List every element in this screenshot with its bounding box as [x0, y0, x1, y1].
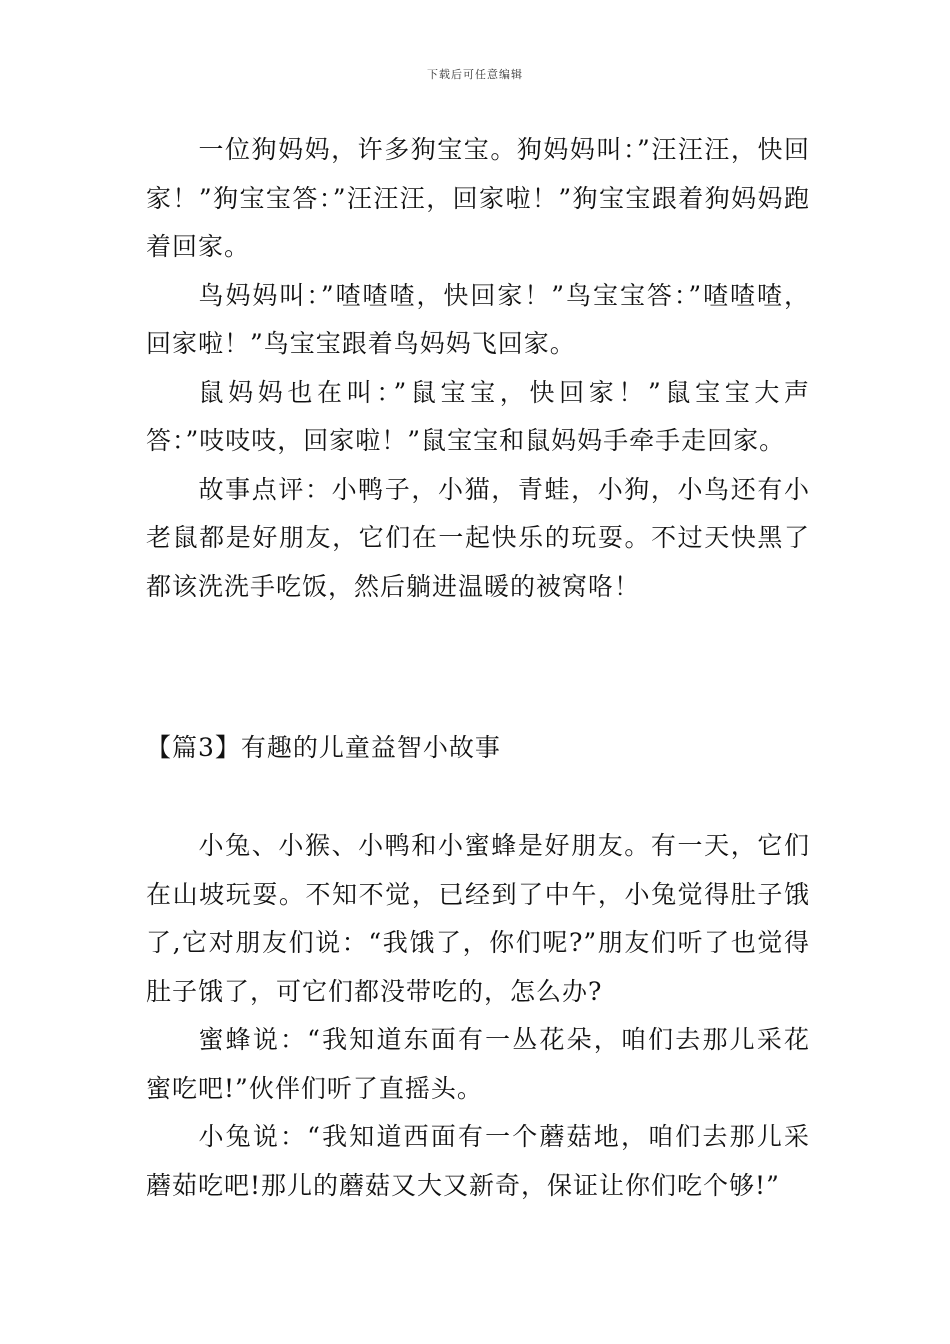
paragraph-dog: 一位狗妈妈，许多狗宝宝。狗妈妈叫：”汪汪汪，快回家！”狗宝宝答：”汪汪汪，回家啦！”狗宝宝跟着狗妈妈跑着回家。 — [146, 135, 810, 261]
paragraph-friends: 小兔、小猴、小鸭和小蜜蜂是好朋友。有一天，它们在山坡玩耍。不知不觉，已经到了中午，小兔觉得肚子饿了,它对朋友们说：“我饿了，你们呢?”朋友们听了也觉得肚子饿了，可它们都没带吃的，怎么办? — [146, 831, 810, 1006]
paragraph-rabbit: 小兔说：“我知道西面有一个蘑菇地，咱们去那儿采蘑茹吃吧!那儿的蘑菇又大又新奇，保证让你们吃个够!” — [146, 1122, 810, 1200]
story-part-1 — [146, 126, 810, 611]
paragraph-mouse: 鼠妈妈也在叫：”鼠宝宝，快回家！”鼠宝宝大声答：”吱吱吱，回家啦！”鼠宝宝和鼠妈妈手牵手走回家。 — [146, 377, 810, 455]
page-header: 下载后可任意编辑 — [427, 68, 523, 81]
section-heading: 【篇3】有趣的儿童益智小故事 — [146, 733, 501, 762]
paragraph-bee: 蜜蜂说：“我知道东面有一丛花朵，咱们去那儿采花蜜吃吧!”伙伴们听了直摇头。 — [146, 1025, 810, 1103]
paragraph-bird: 鸟妈妈叫：”喳喳喳，快回家！”鸟宝宝答：”喳喳喳，回家啦！”鸟宝宝跟着鸟妈妈飞回家。 — [146, 280, 810, 358]
story-part-3 — [146, 822, 810, 1210]
paragraph-comment: 故事点评：小鸭子，小猫，青蛙，小狗，小鸟还有小老鼠都是好朋友，它们在一起快乐的玩耍。不过天快黑了都该洗洗手吃饭，然后躺进温暖的被窝咯！ — [146, 474, 810, 601]
